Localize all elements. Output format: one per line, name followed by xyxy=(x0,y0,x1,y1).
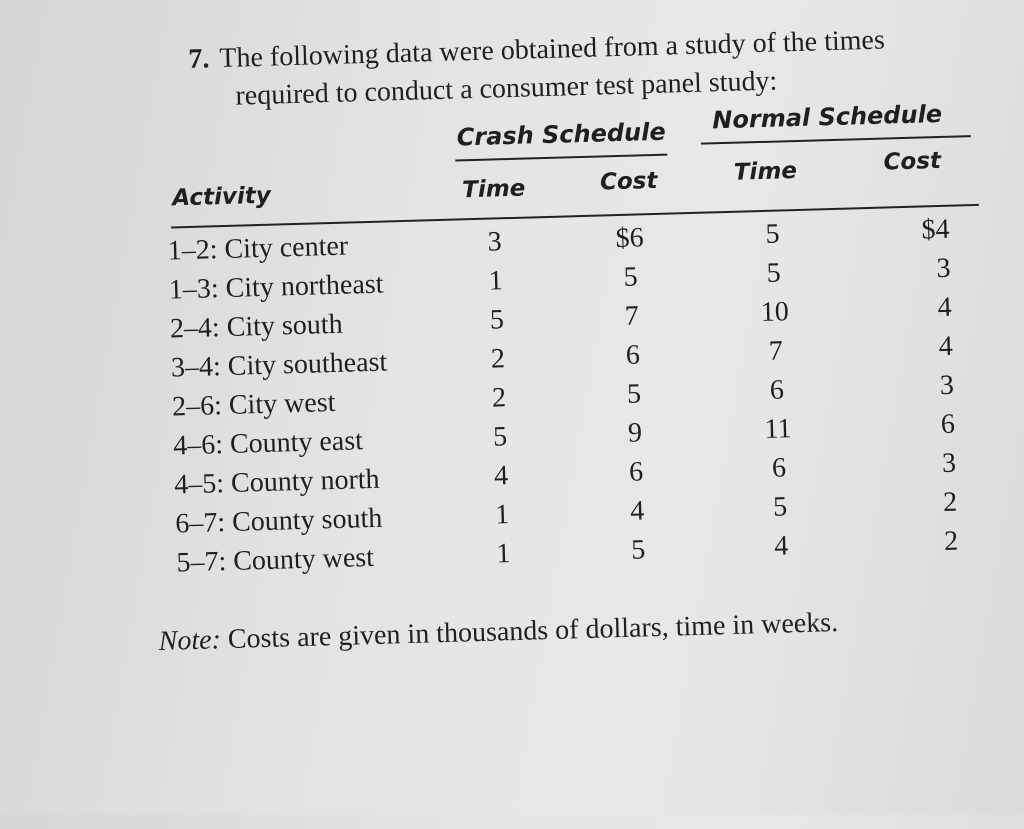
normal-schedule-underline xyxy=(701,135,971,145)
activity-cell: 3–4: City southeast xyxy=(170,346,388,384)
activity-column-header: Activity xyxy=(171,182,272,212)
crash-cost-cell: 5 xyxy=(626,378,642,410)
activity-cell: 1–3: City northeast xyxy=(168,268,384,306)
activity-cell: 1–2: City center xyxy=(167,230,349,267)
crash-time-cell: 5 xyxy=(492,421,508,453)
crash-cost-column-header: Cost xyxy=(599,167,658,196)
normal-cost-cell: 3 xyxy=(936,252,951,285)
crash-time-cell: 1 xyxy=(495,538,511,570)
normal-cost-cell: 3 xyxy=(939,369,955,402)
normal-cost-cell: 4 xyxy=(938,330,954,363)
activity-cell: 2–4: City south xyxy=(169,308,344,345)
crash-time-cell: 1 xyxy=(488,265,504,297)
normal-time-cell: 10 xyxy=(760,296,790,329)
problem-text-line-2: required to conduct a consumer test panel study: xyxy=(235,65,778,112)
note-label: Note: xyxy=(158,624,222,657)
crash-time-column-header: Time xyxy=(461,175,526,204)
problem-text-line-1: The following data were obtained from a study of the times xyxy=(218,24,886,75)
crash-time-cell: 3 xyxy=(487,226,503,258)
normal-cost-cell: 4 xyxy=(937,291,953,324)
crash-time-cell: 2 xyxy=(490,343,506,375)
normal-cost-cell: 2 xyxy=(943,525,959,558)
activity-cell: 2–6: City west xyxy=(171,386,336,423)
crash-time-cell: 2 xyxy=(491,382,507,414)
crash-cost-cell: 6 xyxy=(625,339,641,371)
normal-time-cell: 6 xyxy=(771,452,787,484)
normal-cost-column-header: Cost xyxy=(883,147,942,176)
normal-time-cell: 5 xyxy=(772,491,788,523)
activity-cell: 4–5: County north xyxy=(173,463,381,501)
crash-time-cell: 5 xyxy=(489,304,505,336)
crash-schedule-underline xyxy=(455,154,667,162)
table-note xyxy=(158,607,838,658)
normal-time-cell: 7 xyxy=(768,335,784,367)
crash-time-cell: 1 xyxy=(494,499,510,531)
crash-cost-cell: 6 xyxy=(628,456,644,488)
normal-time-column-header: Time xyxy=(733,157,798,186)
crash-cost-cell: $6 xyxy=(615,222,645,255)
problem-number: 7. xyxy=(187,43,210,75)
normal-schedule-header: Normal Schedule xyxy=(711,99,943,135)
normal-time-cell: 5 xyxy=(766,257,782,289)
crash-cost-cell: 5 xyxy=(623,261,639,293)
activity-cell: 5–7: County west xyxy=(176,541,375,579)
normal-time-cell: 6 xyxy=(769,374,785,406)
crash-time-cell: 4 xyxy=(493,460,509,492)
crash-cost-cell: 4 xyxy=(629,495,645,527)
activity-cell: 6–7: County south xyxy=(174,502,383,540)
crash-cost-cell: 7 xyxy=(624,300,640,332)
normal-cost-cell: 6 xyxy=(940,408,956,441)
normal-cost-cell: $4 xyxy=(921,213,950,246)
crash-cost-cell: 9 xyxy=(627,417,643,449)
activity-cell: 4–6: County east xyxy=(172,425,364,462)
normal-cost-cell: 3 xyxy=(941,447,957,480)
crash-cost-cell: 5 xyxy=(630,534,646,566)
normal-time-cell: 11 xyxy=(764,413,792,445)
note-text: Costs are given in thousands of dollars, time in weeks. xyxy=(227,607,839,656)
crash-schedule-header: Crash Schedule xyxy=(456,117,667,152)
normal-time-cell: 4 xyxy=(773,530,789,562)
normal-time-cell: 5 xyxy=(765,218,780,250)
normal-cost-cell: 2 xyxy=(942,486,958,519)
